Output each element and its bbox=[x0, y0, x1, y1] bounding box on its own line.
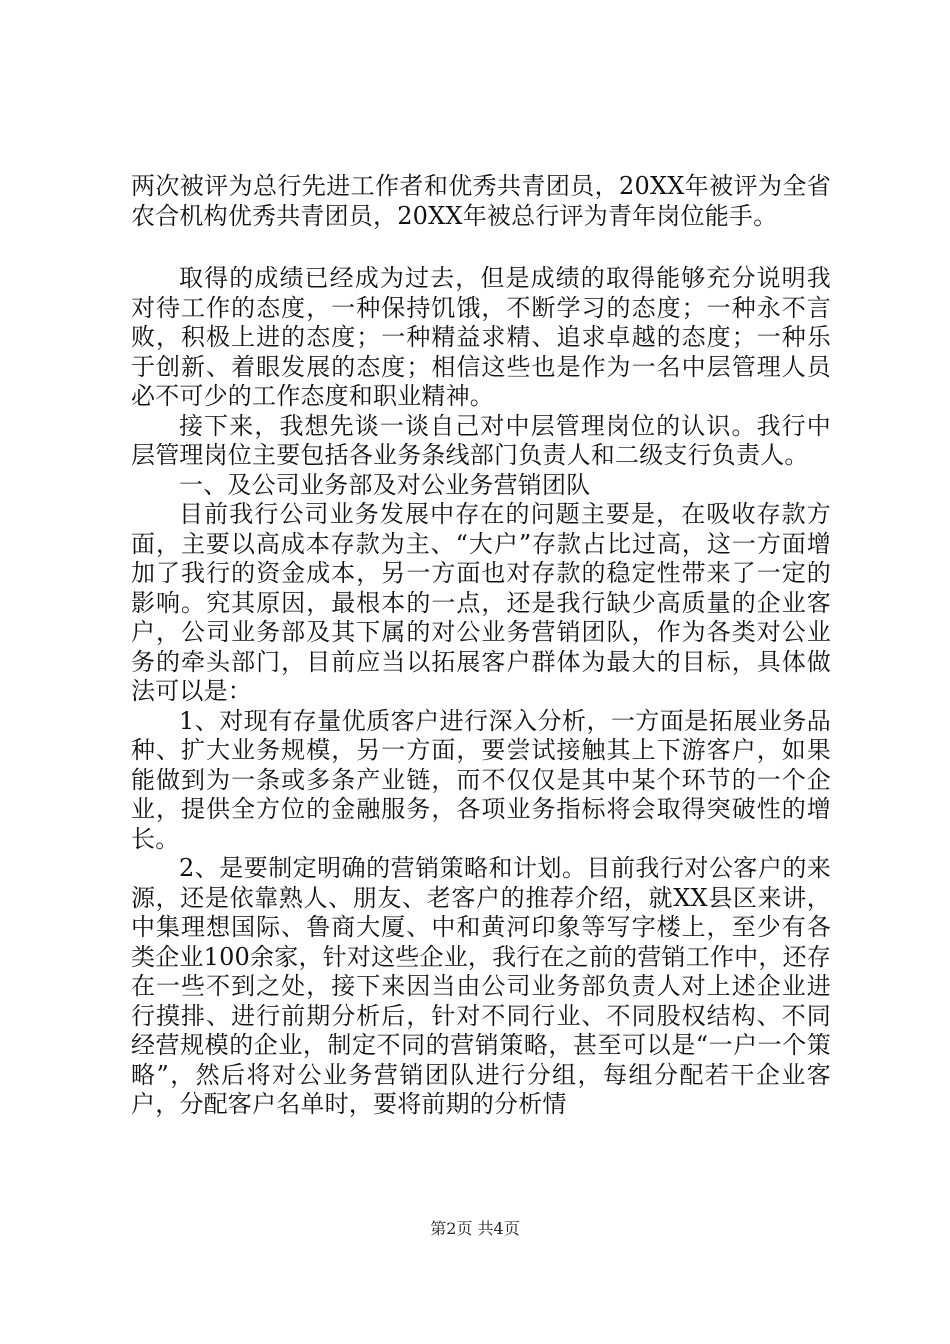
paragraph-awards: 两次被评为总行先进工作者和优秀共青团员，20XX年被评为全省农合机构优秀共青团员，20XX年被总行评为青年岗位能手。 bbox=[131, 172, 831, 230]
paragraph-achievements: 取得的成绩已经成为过去，但是成绩的取得能够充分说明我对待工作的态度，一种保持饥饿，不断学习的态度；一种永不言败，积极上进的态度；一种精益求精、追求卓越的态度；一种乐于创新、着眼发展的态度；相信这些也是作为一名中层管理人员必不可少的工作态度和职业精神。 bbox=[131, 264, 831, 410]
page-number-footer: 第2页 共4页 bbox=[430, 1219, 520, 1238]
paragraph-role-understanding: 接下来，我想先谈一谈自己对中层管理岗位的认识。我行中层管理岗位主要包括各业务条线部门负责人和二级支行负责人。 bbox=[131, 411, 831, 469]
list-item-1: 1、对现有存量优质客户进行深入分析，一方面是拓展业务品种、扩大业务规模，另一方面，要尝试接触其上下游客户，如果能做到为一条或多条产业链，而不仅仅是其中某个环节的一个企业，提供全方位的金融服务，各项业务指标将会取得突破性的增长。 bbox=[131, 706, 831, 853]
section-heading: 一、及公司业务部及对公业务营销团队 bbox=[179, 470, 591, 499]
paragraph-gap bbox=[131, 231, 831, 264]
document-body bbox=[131, 172, 831, 1120]
paragraph-current-problems: 目前我行公司业务发展中存在的问题主要是，在吸收存款方面，主要以高成本存款为主、“大户”存款占比过高，这一方面增加了我行的资金成本，另一方面也对存款的稳定性带来了一定的影响。究其原因，最根本的一点，还是我行缺少高质量的企业客户，公司业务部及其下属的对公业务营销团队，作为各类对公业务的牵头部门，目前应当以拓展客户群体为最大的目标，具体做法可以是： bbox=[131, 500, 831, 705]
list-item-2: 2、是要制定明确的营销策略和计划。目前我行对公客户的来源，还是依靠熟人、朋友、老客户的推荐介绍，就XX县区来讲，中集理想国际、鲁商大厦、中和黄河印象等写字楼上，至少有各类企业100余家，针对这些企业，我行在之前的营销工作中，还存在一些不到之处，接下来因当由公司业务部负责人对上述企业进行摸排、进行前期分析后，针对不同行业、不同股权结构、不同经营规模的企业，制定不同的营销策略，甚至可以是“一户一个策略”，然后将对公业务营销团队进行分组，每组分配若干企业客户，分配客户名单时，要将前期的分析情 bbox=[131, 854, 831, 1118]
